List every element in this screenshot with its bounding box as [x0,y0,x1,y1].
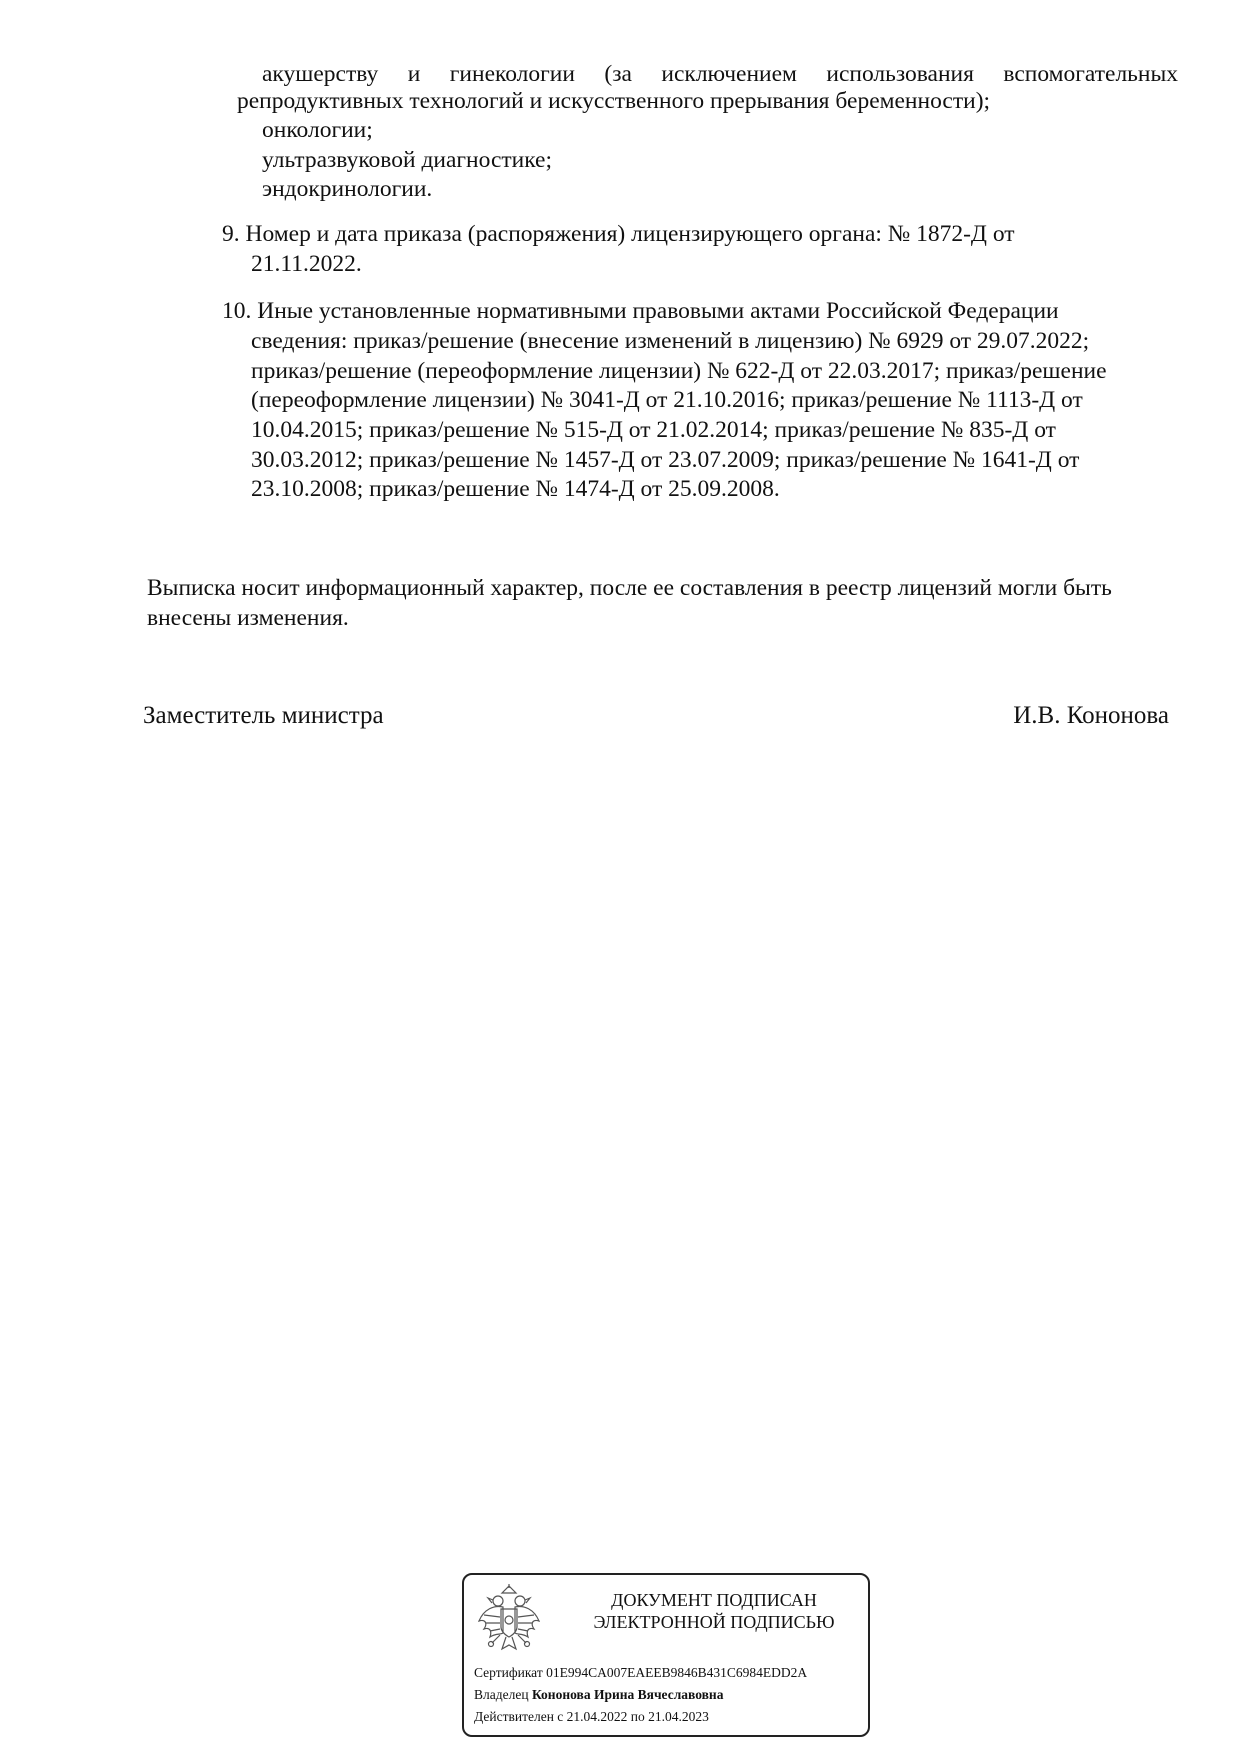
owner-label: Владелец [474,1687,529,1702]
certificate-number: Сертификат 01E994CA007EAEEB9846B431C6984EDD2A [474,1665,808,1680]
item-10-line-3: приказ/решение (переоформление лицензии) № 622-Д от 22.03.2017; приказ/решение [251,358,1107,384]
list-item: эндокринологии. [262,176,433,202]
stamp-heading [564,1589,864,1633]
signatory-name: И.В. Кононова [1013,702,1169,729]
certificate-owner [474,1687,723,1703]
item-10-line-5: 10.04.2015; приказ/решение № 515-Д от 21.02.2014; приказ/решение № 835-Д от [251,417,1056,443]
item-9-line-1: 9. Номер и дата приказа (распоряжения) лицензирующего органа: № 1872-Д от [222,221,1015,247]
item-10-line-4: (переоформление лицензии) № 3041-Д от 21.10.2016; приказ/решение № 1113-Д от [251,387,1083,413]
item-10-line-6: 30.03.2012; приказ/решение № 1457-Д от 23.07.2009; приказ/решение № 1641-Д от [251,447,1080,473]
certificate-validity: Действителен с 21.04.2022 по 21.04.2023 [474,1709,709,1724]
continuation-line-1: акушерству и гинекологии (за исключением использования вспомогательных [262,61,1178,87]
continuation-line-2: репродуктивных технологий и искусственного прерывания беременности); [237,88,991,114]
signatory-position: Заместитель министра [143,702,384,729]
item-10-line-7: 23.10.2008; приказ/решение № 1474-Д от 25.09.2008. [251,476,780,502]
coat-of-arms-icon [476,1583,542,1659]
list-item: онкологии; [262,117,373,143]
owner-name: Кононова Ирина Вячеславовна [531,1687,724,1702]
electronic-signature-stamp [462,1573,870,1737]
note-line-1: Выписка носит информационный характер, после ее составления в реестр лицензий могли быть [147,575,1112,601]
stamp-heading-line-2: ЭЛЕКТРОННОЙ ПОДПИСЬЮ [593,1612,835,1632]
stamp-heading-line-1: ДОКУМЕНТ ПОДПИСАН [611,1590,817,1610]
note-line-2: внесены изменения. [147,605,349,631]
item-10-line-1: 10. Иные установленные нормативными правовыми актами Российской Федерации [222,298,1059,324]
item-9-line-2: 21.11.2022. [251,251,362,277]
list-item: ультразвуковой диагностике; [262,147,553,173]
item-10-line-2: сведения: приказ/решение (внесение изменений в лицензию) № 6929 от 29.07.2022; [251,328,1090,354]
